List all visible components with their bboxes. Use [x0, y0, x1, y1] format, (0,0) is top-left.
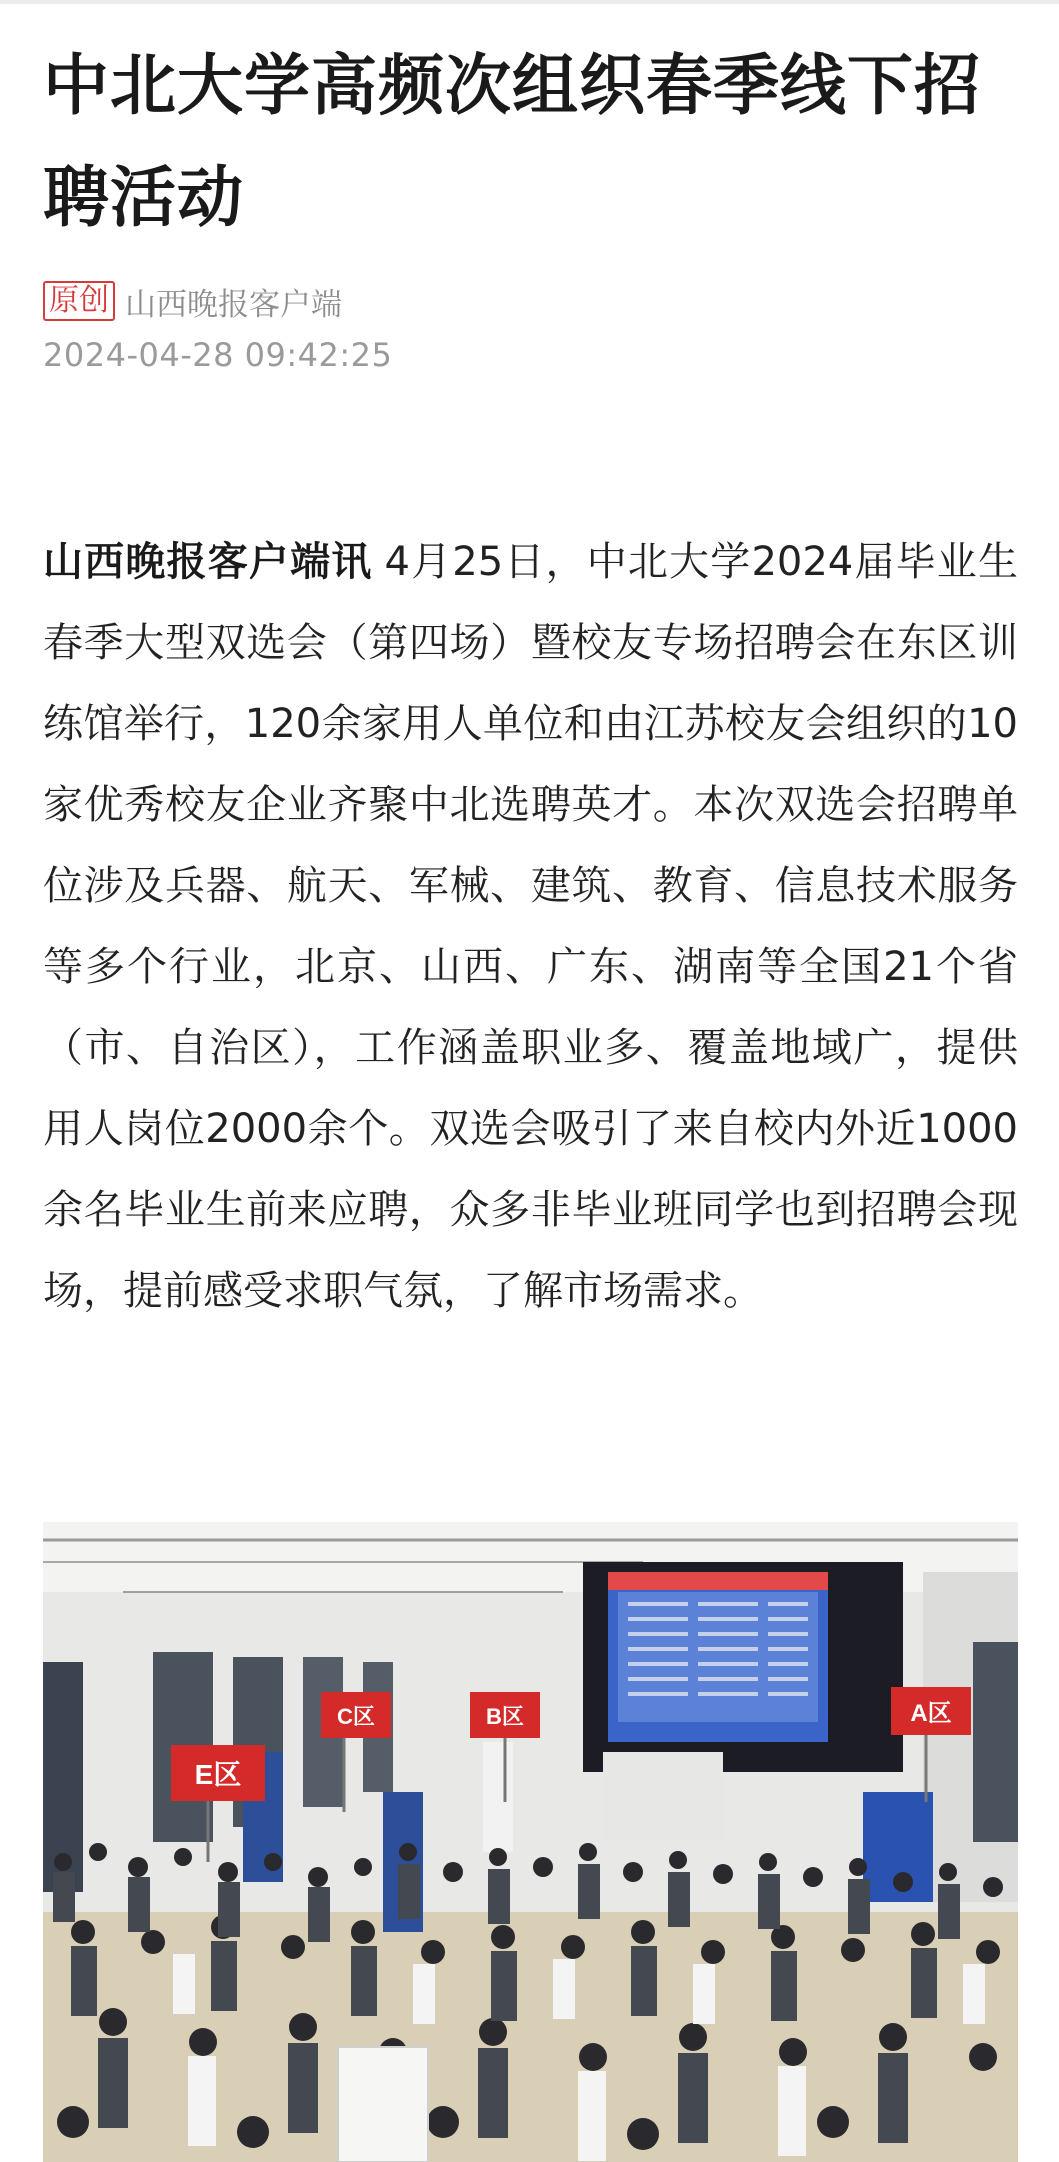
- svg-text:A区: A区: [910, 1700, 952, 1727]
- meta-row: [43, 278, 1018, 324]
- svg-text:B区: B区: [486, 1704, 524, 1729]
- article-paragraph: [43, 522, 1018, 1332]
- svg-text:E区: E区: [194, 1759, 242, 1790]
- job-fair-photo: [43, 1522, 1018, 2162]
- source-link[interactable]: 山西晚报客户端: [125, 286, 342, 323]
- svg-text:C区: C区: [337, 1704, 375, 1729]
- article-photo[interactable]: [43, 1522, 1018, 2162]
- original-badge: 原创: [43, 281, 115, 321]
- publish-date: 2024-04-28 09:42:25: [43, 336, 393, 374]
- article-title: 中北大学高频次组织春季线下招聘活动: [43, 47, 981, 236]
- lead-text: 山西晚报客户端讯: [43, 539, 373, 585]
- article: [43, 30, 1018, 1332]
- top-divider: [0, 0, 1059, 4]
- body-text: 4月25日，中北大学2024届毕业生春季大型双选会（第四场）暨校友专场招聘会在东区训练馆举行，120余家用人单位和由江苏校友会组织的10家优秀校友企业齐聚中北选聘英才。本次双选会招聘单位涉及兵器、航天、军械、建筑、教育、信息技术服务等多个行业，北京、山西、广东、湖南等全国21个省（市、自治区），工作涵盖职业多、覆盖地域广，提供用人岗位2000余个。双选会吸引了来自校内外近1000余名毕业生前来应聘，众多非毕业班同学也到招聘会现场，提前感受求职气氛，了解市场需求。: [43, 539, 1018, 1314]
